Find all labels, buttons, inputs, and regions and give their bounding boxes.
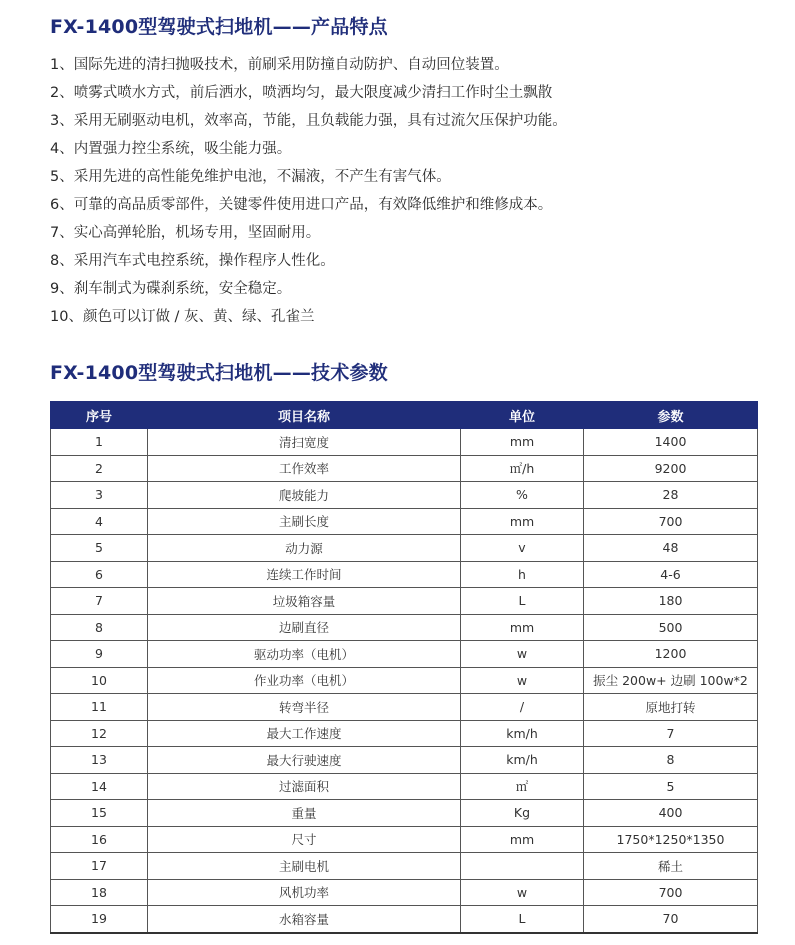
cell-value: 400 — [584, 800, 758, 827]
cell-index: 15 — [51, 800, 148, 827]
cell-value: 7 — [584, 720, 758, 747]
cell-index: 10 — [51, 667, 148, 694]
cell-value: 1750*1250*1350 — [584, 826, 758, 853]
cell-value: 70 — [584, 906, 758, 933]
table-row — [51, 826, 758, 853]
cell-item-name: 主刷长度 — [148, 508, 461, 535]
cell-value: 1200 — [584, 641, 758, 668]
cell-index: 17 — [51, 853, 148, 880]
feature-item: 5、采用先进的高性能免维护电池，不漏液，不产生有害气体。 — [50, 169, 451, 185]
cell-unit: w — [461, 879, 584, 906]
table-row — [51, 747, 758, 774]
cell-unit: L — [461, 906, 584, 933]
cell-unit: w — [461, 641, 584, 668]
cell-index: 18 — [51, 879, 148, 906]
feature-item: 10、颜色可以订做 / 灰、黄、绿、孔雀兰 — [50, 309, 315, 325]
table-row — [51, 535, 758, 562]
cell-value: 500 — [584, 614, 758, 641]
table-row — [51, 429, 758, 456]
cell-item-name: 垃圾箱容量 — [148, 588, 461, 615]
specs-table — [50, 401, 758, 934]
table-row — [51, 588, 758, 615]
cell-unit: ㎡ — [461, 773, 584, 800]
cell-index: 11 — [51, 694, 148, 721]
cell-index: 14 — [51, 773, 148, 800]
features-title: FX-1400型驾驶式扫地机——产品特点 — [50, 16, 388, 38]
specs-title: FX-1400型驾驶式扫地机——技术参数 — [50, 362, 388, 384]
cell-value: 5 — [584, 773, 758, 800]
column-header-unit: 单位 — [461, 402, 584, 429]
cell-item-name: 工作效率 — [148, 455, 461, 482]
table-row — [51, 879, 758, 906]
cell-item-name: 边刷直径 — [148, 614, 461, 641]
cell-unit: mm — [461, 826, 584, 853]
cell-unit: Kg — [461, 800, 584, 827]
cell-item-name: 过滤面积 — [148, 773, 461, 800]
table-row — [51, 906, 758, 933]
cell-index: 6 — [51, 561, 148, 588]
cell-value: 振尘 200w+ 边刷 100w*2 — [584, 667, 758, 694]
feature-item: 6、可靠的高品质零部件，关键零件使用进口产品，有效降低维护和维修成本。 — [50, 197, 553, 213]
cell-item-name: 主刷电机 — [148, 853, 461, 880]
cell-unit: mm — [461, 429, 584, 456]
cell-item-name: 重量 — [148, 800, 461, 827]
table-row — [51, 853, 758, 880]
cell-value: 4-6 — [584, 561, 758, 588]
cell-unit: mm — [461, 614, 584, 641]
cell-unit: v — [461, 535, 584, 562]
cell-unit: % — [461, 482, 584, 509]
cell-unit: mm — [461, 508, 584, 535]
features-list — [50, 51, 567, 331]
table-row — [51, 720, 758, 747]
cell-item-name: 转弯半径 — [148, 694, 461, 721]
table-row — [51, 641, 758, 668]
cell-item-name: 连续工作时间 — [148, 561, 461, 588]
cell-item-name: 水箱容量 — [148, 906, 461, 933]
cell-value: 28 — [584, 482, 758, 509]
cell-item-name: 清扫宽度 — [148, 429, 461, 456]
cell-value: 9200 — [584, 455, 758, 482]
cell-index: 13 — [51, 747, 148, 774]
specs-table-body — [51, 429, 758, 933]
column-header-index: 序号 — [51, 402, 148, 429]
cell-index: 19 — [51, 906, 148, 933]
cell-index: 16 — [51, 826, 148, 853]
table-row — [51, 694, 758, 721]
feature-item: 2、喷雾式喷水方式，前后洒水，喷洒均匀，最大限度减少清扫工作时尘土飘散 — [50, 85, 553, 101]
feature-item: 8、采用汽车式电控系统，操作程序人性化。 — [50, 253, 335, 269]
cell-index: 8 — [51, 614, 148, 641]
cell-index: 12 — [51, 720, 148, 747]
cell-unit: km/h — [461, 747, 584, 774]
cell-value: 180 — [584, 588, 758, 615]
cell-item-name: 最大工作速度 — [148, 720, 461, 747]
feature-item: 1、国际先进的清扫抛吸技术，前刷采用防撞自动防护、自动回位装置。 — [50, 57, 509, 73]
cell-unit: / — [461, 694, 584, 721]
table-row — [51, 482, 758, 509]
cell-item-name: 最大行驶速度 — [148, 747, 461, 774]
cell-unit: h — [461, 561, 584, 588]
cell-unit: ㎡/h — [461, 455, 584, 482]
table-row — [51, 614, 758, 641]
table-row — [51, 561, 758, 588]
cell-item-name: 驱动功率（电机） — [148, 641, 461, 668]
feature-item: 3、采用无刷驱动电机，效率高，节能，且负载能力强，具有过流欠压保护功能。 — [50, 113, 567, 129]
table-row — [51, 508, 758, 535]
table-row — [51, 667, 758, 694]
cell-value: 1400 — [584, 429, 758, 456]
table-row — [51, 455, 758, 482]
table-row — [51, 773, 758, 800]
cell-index: 3 — [51, 482, 148, 509]
cell-item-name: 风机功率 — [148, 879, 461, 906]
cell-unit: L — [461, 588, 584, 615]
cell-unit: w — [461, 667, 584, 694]
cell-index: 4 — [51, 508, 148, 535]
feature-item: 7、实心高弹轮胎，机场专用，坚固耐用。 — [50, 225, 321, 241]
cell-index: 1 — [51, 429, 148, 456]
cell-unit: km/h — [461, 720, 584, 747]
cell-item-name: 作业功率（电机） — [148, 667, 461, 694]
cell-value: 700 — [584, 879, 758, 906]
feature-item: 9、刹车制式为碟刹系统，安全稳定。 — [50, 281, 292, 297]
cell-index: 7 — [51, 588, 148, 615]
cell-index: 5 — [51, 535, 148, 562]
cell-value: 48 — [584, 535, 758, 562]
column-header-value: 参数 — [584, 402, 758, 429]
table-row — [51, 800, 758, 827]
cell-value: 8 — [584, 747, 758, 774]
cell-item-name: 爬坡能力 — [148, 482, 461, 509]
column-header-item: 项目名称 — [148, 402, 461, 429]
cell-value: 稀土 — [584, 853, 758, 880]
cell-item-name: 尺寸 — [148, 826, 461, 853]
cell-index: 2 — [51, 455, 148, 482]
cell-value: 原地打转 — [584, 694, 758, 721]
cell-unit — [461, 853, 584, 880]
cell-index: 9 — [51, 641, 148, 668]
cell-item-name: 动力源 — [148, 535, 461, 562]
table-header-row — [51, 402, 758, 429]
cell-value: 700 — [584, 508, 758, 535]
feature-item: 4、内置强力控尘系统，吸尘能力强。 — [50, 141, 292, 157]
